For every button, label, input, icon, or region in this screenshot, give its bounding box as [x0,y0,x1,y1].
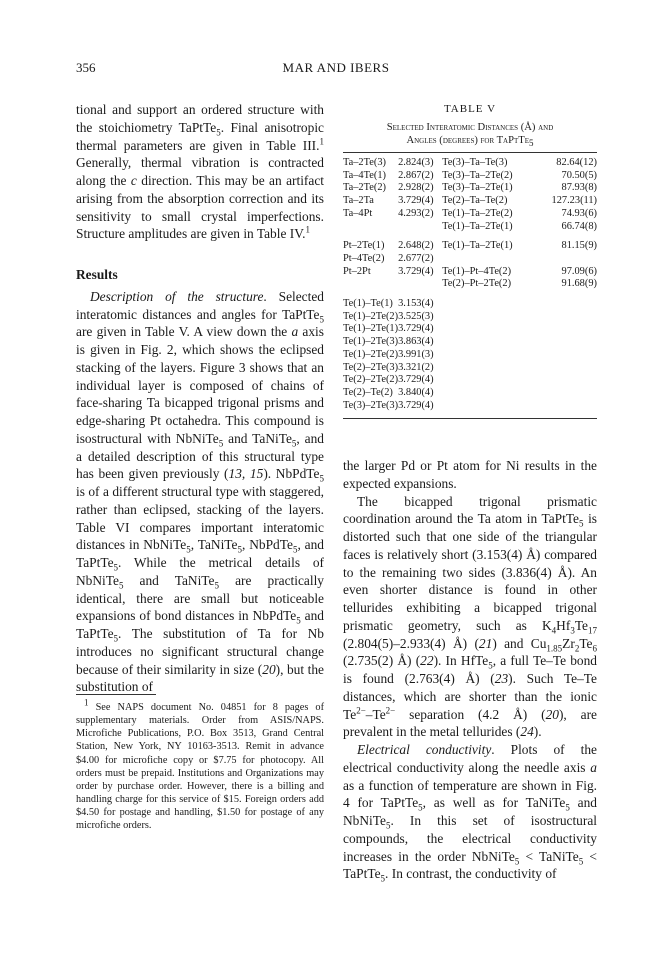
table-cell: Pt–2Te(1) [343,240,385,252]
table-cell: 82.64(12) [556,157,597,168]
table-cell [442,311,540,324]
table-cell: Te(2)–2Te(2) [343,374,399,386]
table-cell [540,349,597,362]
table-cell: 3.729(4) [398,374,434,386]
table-cell [442,253,540,266]
paragraph-intro: tional and support an ordered structure with the stoichiometry TaPtTe$_5$. Final anisotropic thermal parameters are given in Table III.$^1$ Generally, thermal vibration is contracted along the c direction. This may be an artifact arising from the absorption correction and its sensitivity to small crystal imperfections. Structure amplitudes are given in Table IV.$^1$ [76,102,324,242]
paragraph-conductivity: Electrical conductivity. Plots of the electrical conductivity along the needle axis a as a function of temperature are shown in Fig. 4 for TaPtTe$_5$, as well as for TaNiTe$_5$ and NbNiTe$_5$. In this set of isostructural compounds, the electrical conductivity increases in the order NbNiTe$_5$ < TaNiTe$_5$ < TaPtTe$_5$. In contrast, the conductivity of [343,742,597,884]
running-title: MAR AND IBERS [282,60,390,75]
table-row [343,336,597,349]
table-row [343,323,597,336]
table-cell: 3.729(4) [398,265,434,277]
table-bottom-rule [343,418,597,419]
table-cell: Te(3)–2Te(3) [343,399,399,411]
table-cell [540,362,597,375]
table-cell: Te(1)–2Te(1) [343,323,399,335]
table-cell: Pt–2Pt [343,265,371,277]
table-cell: 81.15(9) [561,240,597,252]
table-cell: Ta–4Pt [343,207,373,219]
table-cell [398,278,442,291]
table-cell [540,336,597,349]
table-row [343,291,597,311]
table-label: TABLE V [443,103,497,115]
table-row [343,400,597,413]
table-cell [540,400,597,413]
table-cell [398,221,442,234]
table-cell: 70.50(5) [561,169,597,181]
table-cell [540,374,597,387]
table-cell: Te(1)–Ta–2Te(2) [442,207,513,219]
table-cell: 127.23(11) [551,195,597,207]
table-cell: 66.74(8) [561,220,597,232]
table-cell: 3.729(4) [398,195,434,207]
table-cell: 3.525(3) [398,310,434,322]
table-cell: 3.840(4) [398,386,434,398]
table-cell [442,291,540,311]
table-cell [540,253,597,266]
table-cell: Te(2)–2Te(3) [343,361,399,373]
table-row [343,253,597,266]
table-row [343,233,597,253]
table-cell [442,400,540,413]
table-cell: 74.93(6) [561,207,597,219]
table-cell: 91.68(9) [561,278,597,290]
table-row [343,221,597,234]
table-cell: Te(2)–Ta–Te(2) [442,195,508,207]
table-cell: 2.867(2) [398,169,434,181]
footnote: $^1$ See NAPS document No. 04851 for 8 pages of supplementary materials. Order from ASIS/NAPS. Microfiche Publications, P.O. Box 3513, Grand Central Station, New York, NY 10163-3513. Remit in advance $4.00 for microfiche copy or $7.75 for photocopy. All orders must be prepaid. Institutions and Organizations may order by purchase order. However, there is a billing and handling charge for this service of $15. Foreign orders add $4.50 for postage and handling, $1.50 for postage of any microfiche orders. [76,697,325,832]
table-cell: Te(2)–Pt–2Te(2) [442,278,512,290]
table-cell: Te(3)–Ta–2Te(1) [442,182,513,194]
table-cell [540,323,597,336]
table-cell [442,336,540,349]
right-column [343,457,597,883]
footnote-rule [76,694,156,695]
table-cell [442,349,540,362]
table-cell: 97.09(6) [561,265,597,277]
table-cell: 3.729(4) [398,323,434,335]
table-cell: Te(1)–Pt–4Te(2) [442,265,512,277]
table-row [343,266,597,279]
table-row [343,170,597,183]
section-heading-results: Results [76,267,118,282]
table-cell: Te(1)–Te(1) [343,298,393,310]
table-top-rule [343,152,597,153]
table-cell: Ta–2Te(2) [343,182,386,194]
paragraph-structure: Description of the structure. Selected interatomic distances and angles for TaPtTe$_5$ are given in Table V. A view down the a axis is given in Fig. 2, which shows the eclipsed stacking of the layers. Figure 3 shows that an individual layer is composed of chains of face-sharing Ta bicapped trigonal prisms and edge-sharing Pt octahedra. This compound is isostructural with NbNiTe$_5$ and TaNiTe$_5$, and a detailed description of this structural type has been given previously (13, 15). NbPdTe$_5$ is of a different structural type with staggered, rather than eclipsed, stacking of the layers. Table VI compares important interatomic distances in NbNiTe$_5$, TaNiTe$_5$, NbPdTe$_5$, and TaPtTe$_5$. While the metrical details of NbNiTe$_5$ and TaNiTe$_5$ are practically identical, there are small but noticeable expansions of bond distances in NbPdTe$_5$ and TaPtTe$_5$. The substitution of Ta for Nb introduces no significant structural change because of their similarity in size (20), but the substitution of [76,288,325,695]
table-row [343,362,597,375]
paragraph-expansions: the larger Pd or Pt atom for Ni results in the expected expansions. [343,458,597,491]
table-cell: Te(3)–Ta–Te(3) [442,157,508,168]
table-row [343,374,597,387]
table-cell: Te(1)–2Te(2) [343,348,399,360]
paragraph-coordination: The bicapped trigonal prismatic coordination around the Ta atom in TaPtTe$_5$ is distorted such that one side of the triangular faces is relatively short (3.153(4) Å) compared to the remaining two sides (3.836(4) Å). An even shorter distance is found in other tellurides exhibiting a bicapped trigonal prismatic geometry, such as $K_4Hf_3Te_{17}$ (2.804(5)–2.933(4) Å) (21) and $Cu_{1.85}Zr_2Te_6$ (2.735(2) Å) (22). In HfTe$_5$, a full Te–Te bond is found (2.763(4) Å) (23). Such Te–Te distances, which are shorter than the ionic $Te^{2-}-Te^{2-}$ separation (4.2 Å) (20), are prevalent in the metal tellurides (24). [343,493,598,740]
table-cell [442,374,540,387]
table-row [343,387,597,400]
table-v [343,103,597,419]
table-cell: 3.863(4) [398,336,434,348]
table-cell: 87.93(8) [561,182,597,194]
table-cell: 2.824(3) [398,157,434,168]
table-cell: 3.321(2) [398,361,434,373]
table-row [343,278,597,291]
page-number: 356 [76,60,96,75]
table-row [343,208,597,221]
table-cell [343,221,398,234]
table-cell: Ta–4Te(1) [343,169,386,181]
table-cell [540,291,597,311]
table-cell: Te(2)–Te(2) [343,386,393,398]
table-cell: Te(1)–Ta–2Te(1) [442,240,513,252]
table-cell [343,278,398,291]
table-cell: Pt–4Te(2) [343,252,385,264]
table-cell: Ta–2Ta [343,195,374,207]
table-cell: Ta–2Te(3) [343,157,386,168]
table-cell [540,311,597,324]
table-title: Selected Interatomic Distances (Å) and Angles (degrees) for TaPtTe$_5$ [386,122,554,149]
table-row [343,157,597,170]
table-cell: 2.928(2) [398,182,434,194]
table-cell: 3.729(4) [398,399,434,411]
table-row [343,182,597,195]
table-cell [540,387,597,400]
table-cell: Te(1)–2Te(3) [343,336,399,348]
table-row [343,349,597,362]
table-cell [442,362,540,375]
table-cell [442,387,540,400]
distances-table [343,157,597,412]
table-cell: 2.677(2) [398,252,434,264]
table-row [343,311,597,324]
table-cell [442,323,540,336]
table-cell: 3.153(4) [398,298,434,310]
table-row [343,195,597,208]
table-cell: 2.648(2) [398,240,434,252]
table-cell: 3.991(3) [398,348,434,360]
table-cell: 4.293(2) [398,207,434,219]
left-column [76,101,324,696]
table-cell: Te(3)–Ta–2Te(2) [442,169,513,181]
table-cell: Te(1)–2Te(2) [343,310,399,322]
table-cell: Te(1)–Ta–2Te(1) [442,220,513,232]
